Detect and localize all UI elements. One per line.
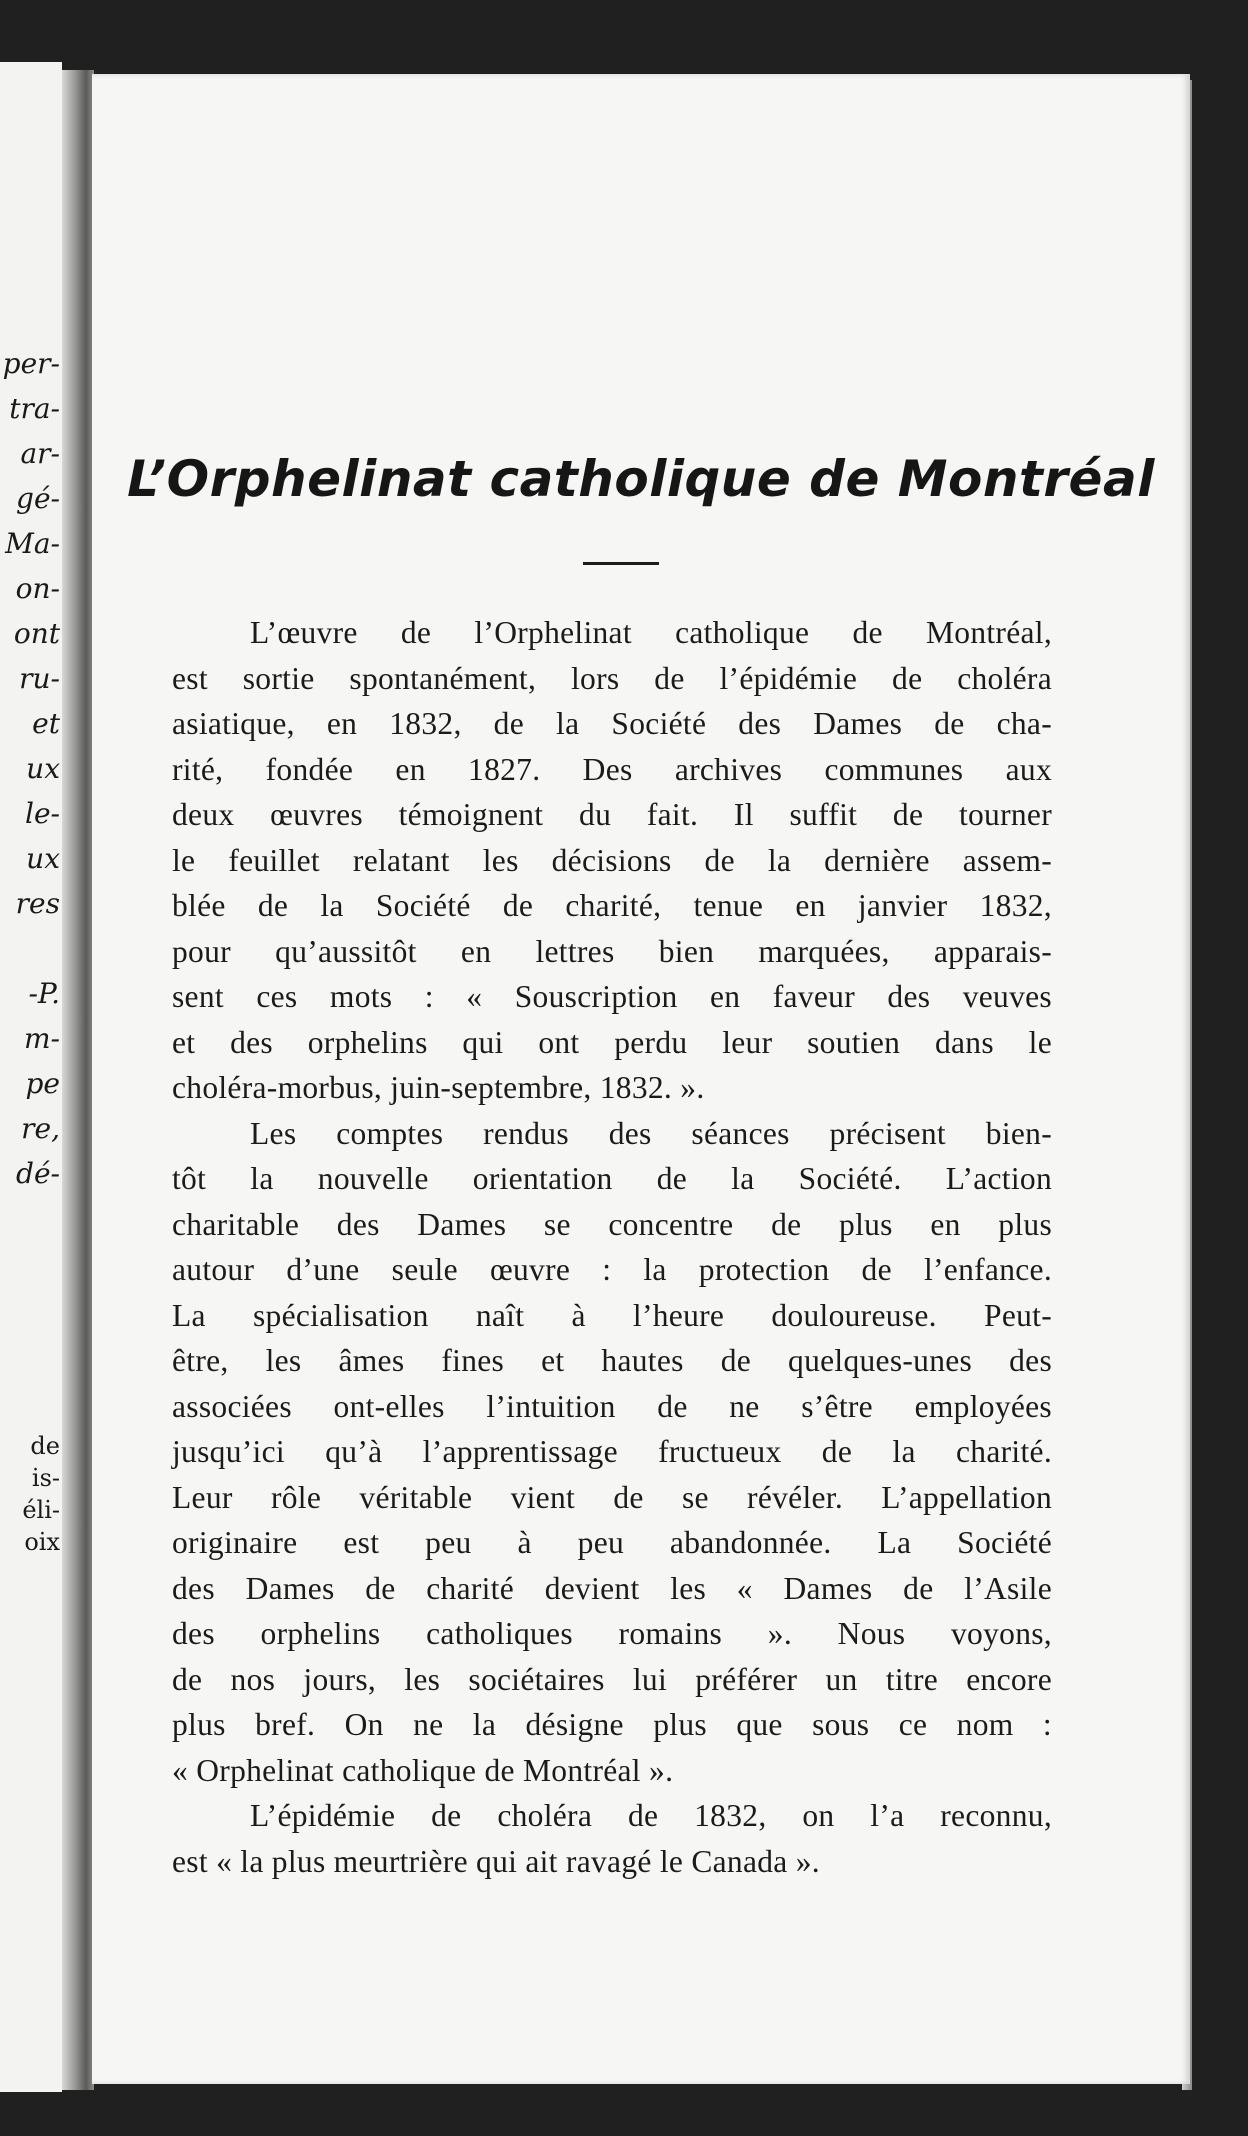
- left-page-fragment-text: on-: [15, 572, 60, 605]
- text-line: choléra-morbus, juin-septembre, 1832. ».: [172, 1070, 705, 1105]
- text-line: est « la plus meurtrière qui ait ravagé le Canada ».: [172, 1843, 820, 1879]
- left-page-fragment-text: is-: [31, 1464, 60, 1492]
- text-line: des Dames de charité devient les « Dames de l’Asile: [172, 1570, 1052, 1606]
- left-page-fragment-text: tra-: [9, 392, 60, 425]
- text-line: charitable des Dames se concentre de plus en plus: [172, 1206, 1052, 1242]
- text-line: Leur rôle véritable vient de se révéler. L’appellation: [172, 1479, 1052, 1515]
- left-page-fragment-text: Ma-: [5, 527, 60, 560]
- left-page-fragment-text: pe: [25, 1067, 60, 1100]
- text-line: tôt la nouvelle orientation de la Société. L’action: [172, 1161, 1052, 1196]
- book-gutter: [62, 70, 94, 2090]
- left-page-fragment-text: le-: [25, 797, 60, 830]
- left-page-fragment-text: res: [15, 887, 60, 920]
- text-line: associées ont-elles l’intuition de ne s’être employées: [172, 1388, 1052, 1424]
- left-page-fragment-text: re,: [21, 1112, 60, 1145]
- left-page-fragment-text: dé-: [16, 1157, 60, 1190]
- left-page-fragment-text: gé-: [16, 482, 60, 515]
- text-line: rité, fondée en 1827. Des archives communes aux: [172, 751, 1052, 787]
- text-line: est sortie spontanément, lors de l’épidémie de choléra: [172, 660, 1052, 696]
- text-line: asiatique, en 1832, de la Société des Dames de cha-: [172, 706, 1052, 741]
- body-text: [172, 610, 1052, 1884]
- text-line: plus bref. On ne la désigne plus que sous ce nom :: [172, 1707, 1052, 1742]
- text-line: autour d’une seule œuvre : la protection de l’enfance.: [172, 1252, 1052, 1287]
- text-line: originaire est peu à peu abandonnée. La Société: [172, 1525, 1052, 1560]
- text-line: La spécialisation naît à l’heure douloureuse. Peut-: [172, 1297, 1052, 1333]
- right-page: [92, 74, 1190, 2084]
- left-page-fragment-text: ux: [26, 842, 60, 875]
- left-page-fragment-text: per-: [2, 347, 60, 380]
- title-rule: [583, 562, 659, 565]
- text-line: Les comptes rendus des séances précisent bien-: [250, 1115, 1052, 1151]
- text-line: des orphelins catholiques romains ». Nous voyons,: [172, 1616, 1052, 1651]
- left-page-fragment-text: de: [30, 1432, 60, 1460]
- left-page-fragment-text: ux: [26, 752, 60, 785]
- text-line: jusqu’ici qu’à l’apprentissage fructueux de la charité.: [172, 1434, 1052, 1469]
- text-line: L’épidémie de choléra de 1832, on l’a reconnu,: [250, 1798, 1052, 1833]
- left-page-fragment-text: éli-: [22, 1496, 60, 1524]
- text-line: être, les âmes fines et hautes de quelques-unes des: [172, 1343, 1052, 1378]
- text-line: sent ces mots : « Souscription en faveur des veuves: [172, 979, 1052, 1014]
- text-line: et des orphelins qui ont perdu leur soutien dans le: [172, 1024, 1052, 1060]
- left-page-fragment-text: ar-: [20, 437, 60, 470]
- text-line: deux œuvres témoignent du fait. Il suffit de tourner: [172, 797, 1052, 832]
- left-page-fragment-text: oix: [24, 1528, 60, 1556]
- left-page-fragment-text: -P.: [28, 977, 60, 1010]
- left-page-fragment-text: ont: [13, 617, 60, 650]
- text-line: L’œuvre de l’Orphelinat catholique de Montréal,: [250, 615, 1052, 650]
- text-line: pour qu’aussitôt en lettres bien marquées, apparais-: [172, 933, 1052, 969]
- text-line: de nos jours, les sociétaires lui préférer un titre encore: [172, 1661, 1052, 1697]
- left-page-fragment-text: ru-: [19, 662, 60, 695]
- text-line: « Orphelinat catholique de Montréal ».: [172, 1752, 674, 1788]
- left-page-fragment: [0, 62, 62, 2092]
- left-page-fragment-text: et: [32, 707, 60, 740]
- chapter-title: L’Orphelinat catholique de Montréal: [127, 450, 1155, 508]
- text-line: le feuillet relatant les décisions de la dernière assem-: [172, 842, 1052, 878]
- text-line: blée de la Société de charité, tenue en janvier 1832,: [172, 888, 1052, 923]
- left-page-fragment-text: m-: [23, 1022, 60, 1055]
